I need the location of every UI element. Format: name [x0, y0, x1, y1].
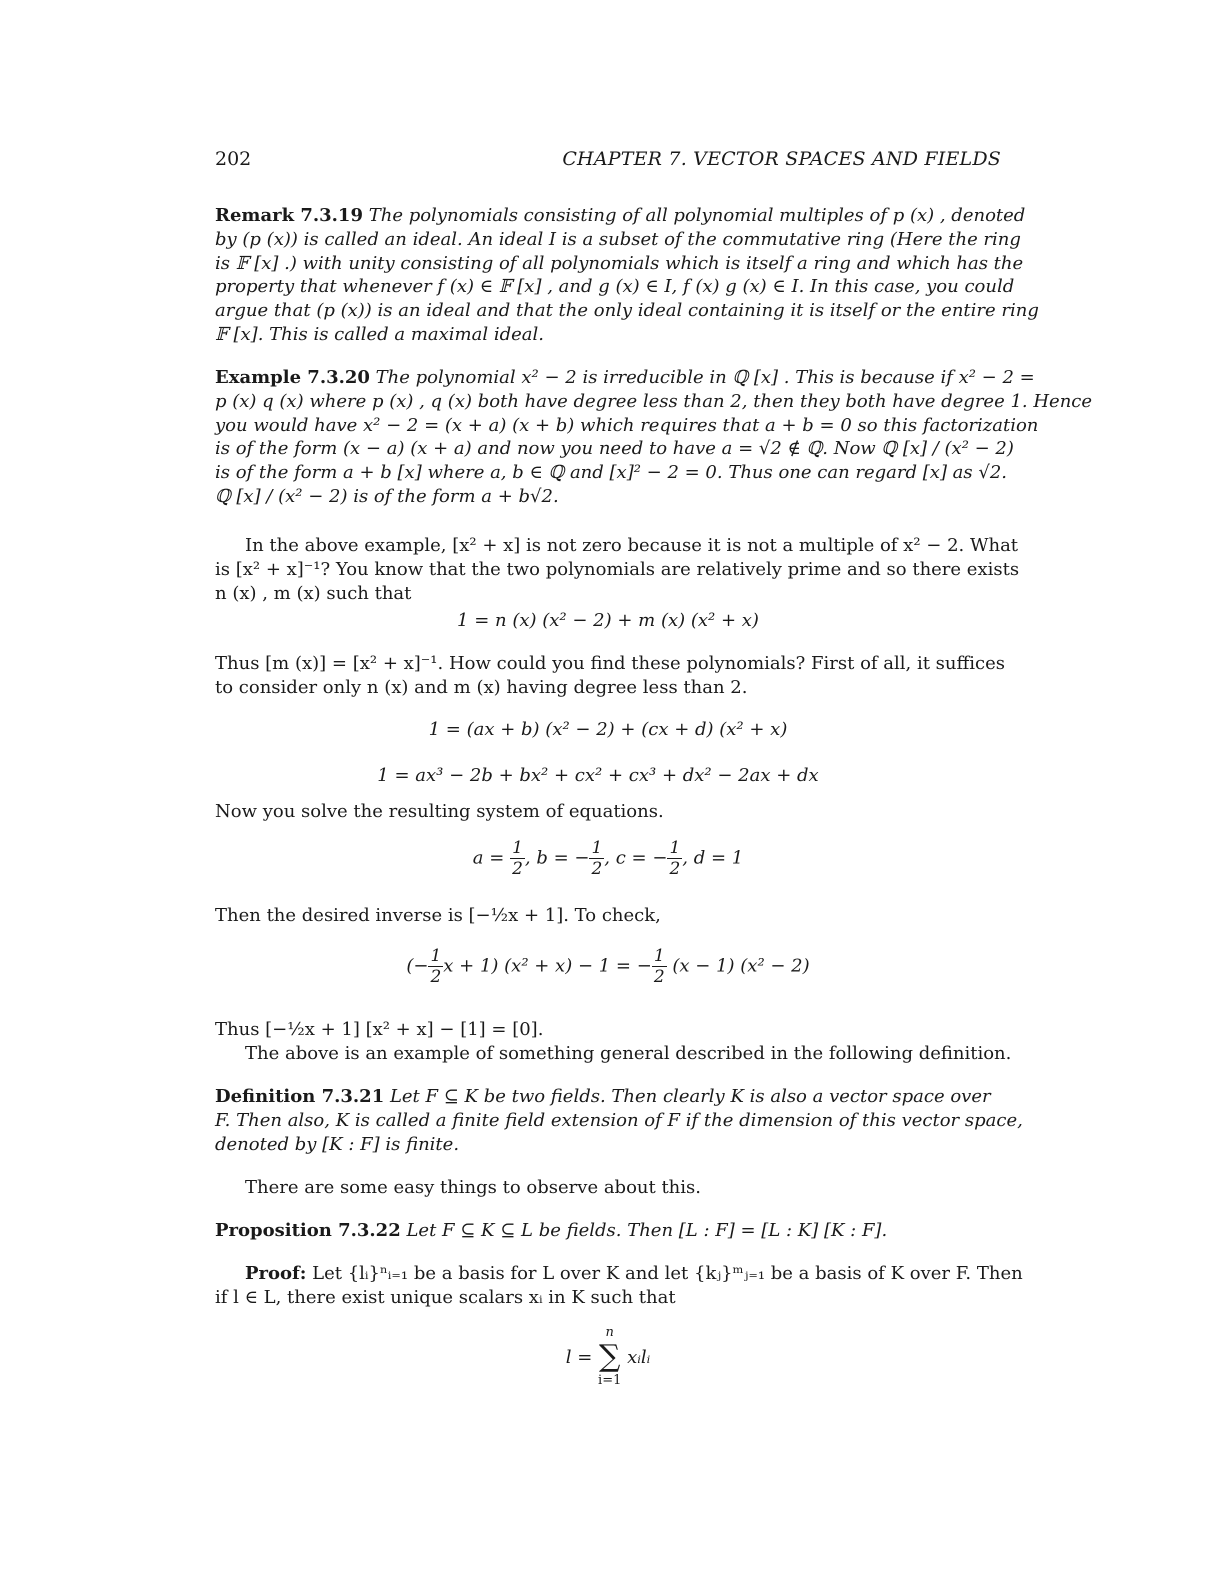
fraction	[667, 838, 682, 879]
remark-line: property that whenever f (x) ∈ 𝔽 [x] , and g (x) ∈ I, f (x) g (x) ∈ I. In this case, you could	[215, 276, 1015, 298]
sum-upper-limit: n	[605, 1325, 614, 1340]
paragraph	[215, 904, 1001, 928]
chapter-title: CHAPTER 7. VECTOR SPACES AND FIELDS	[562, 148, 1001, 170]
paragraph	[215, 1176, 1001, 1200]
fraction-denominator: 2	[591, 859, 603, 879]
paragraph-line: is [x² + x]⁻¹? You know that the two polynomials are relatively prime and so there exists	[215, 558, 1020, 580]
equation-5	[215, 946, 1001, 987]
eq4-d-label: , d = 1	[682, 847, 744, 869]
eq6-lhs: l =	[565, 1346, 593, 1368]
remark-line: The polynomials consisting of all polynomial multiples of p (x) , denoted	[368, 205, 1026, 226]
proposition-text: Let F ⊆ K ⊆ L be fields. Then [L : F] = [L : K] [K : F].	[406, 1220, 888, 1241]
paragraph	[215, 1018, 1012, 1066]
paragraph-line: Then the desired inverse is [−½x + 1]. To check,	[215, 905, 661, 926]
fraction-denominator: 2	[512, 859, 523, 879]
paragraph-line: n (x) , m (x) such that	[215, 582, 412, 604]
fraction-numerator: 1	[669, 838, 681, 858]
example-line: The polynomial x² − 2 is irreducible in ℚ [x] . This is because if x² − 2 =	[375, 367, 1035, 388]
example-line: ℚ [x] / (x² − 2) is of the form a + b√2.	[215, 485, 559, 507]
sum-symbol: ∑	[598, 1339, 621, 1374]
example-line: p (x) q (x) where p (x) , q (x) both have degree less than 2, then they both have degree 1. Hence	[215, 390, 1093, 412]
paragraph-line: Thus [−½x + 1] [x² + x] − [1] = [0].	[215, 1019, 544, 1040]
fraction-denominator: 2	[653, 967, 665, 987]
proof-line: Let {lᵢ}ⁿᵢ₌₁ be a basis for L over K and let {kⱼ}ᵐⱼ₌₁ be a basis of K over F. Then	[312, 1263, 1023, 1284]
fraction-denominator: 2	[430, 967, 442, 987]
fraction-numerator: 1	[653, 946, 665, 966]
paragraph-line: The above is an example of something general described in the following definition.	[245, 1042, 1012, 1064]
example-line: is of the form (x − a) (x + a) and now you need to have a = √2 ∉ ℚ. Now ℚ [x] / (x² − 2)	[215, 438, 1014, 460]
fraction	[510, 838, 525, 879]
equation-6	[215, 1324, 1001, 1390]
summation	[598, 1324, 621, 1390]
eq5-left-close: x + 1) (x² + x) − 1 = −	[443, 955, 652, 977]
sum-lower-limit: i=1	[598, 1373, 622, 1388]
paragraph	[215, 534, 1020, 605]
proof-label: Proof:	[245, 1263, 307, 1284]
paragraph-line: In the above example, [x² + x] is not zero because it is not a multiple of x² − 2. What	[245, 535, 1019, 556]
sum-term: xᵢlᵢ	[627, 1346, 651, 1368]
paragraph	[215, 652, 1006, 700]
equation-2: 1 = (ax + b) (x² − 2) + (cx + d) (x² + x)	[428, 719, 788, 740]
eq4-b-label: , b = −	[524, 847, 590, 869]
remark-line: 𝔽 [x]. This is called a maximal ideal.	[215, 323, 544, 345]
proposition-label: Proposition 7.3.22	[215, 1220, 401, 1241]
eq5-left-open: (−	[406, 955, 429, 977]
example-line: you would have x² − 2 = (x + a) (x + b) which requires that a + b = 0 so this factorization	[215, 414, 1039, 436]
eq5-right: (x − 1) (x² − 2)	[672, 955, 810, 977]
definition-line: Let F ⊆ K be two fields. Then clearly K is also a vector space over	[389, 1086, 991, 1107]
proposition-block	[215, 1219, 1001, 1243]
proof-block	[215, 1262, 1023, 1310]
fraction-denominator: 2	[669, 859, 681, 879]
page-number: 202	[215, 148, 252, 170]
example-line: is of the form a + b [x] where a, b ∈ ℚ and [x]² − 2 = 0. Thus one can regard [x] as √2.	[215, 462, 1008, 484]
paragraph-line: Now you solve the resulting system of equations.	[215, 801, 664, 822]
example-block	[215, 366, 1093, 509]
fraction-numerator: 1	[512, 838, 523, 858]
fraction-numerator: 1	[591, 838, 603, 858]
page-header	[215, 148, 1001, 170]
remark-block	[215, 204, 1039, 347]
equation-4	[215, 838, 1001, 879]
equation-1: 1 = n (x) (x² − 2) + m (x) (x² + x)	[457, 610, 759, 631]
definition-label: Definition 7.3.21	[215, 1086, 385, 1107]
fraction	[589, 838, 604, 879]
fraction	[652, 946, 667, 987]
paragraph-line: There are some easy things to observe about this.	[245, 1177, 701, 1198]
proof-line: if l ∈ L, there exist unique scalars xᵢ in K such that	[215, 1286, 676, 1308]
equation-3: 1 = ax³ − 2b + bx² + cx² + cx³ + dx² − 2ax + dx	[377, 765, 819, 786]
paragraph	[215, 800, 1001, 824]
fraction	[428, 946, 443, 987]
example-label: Example 7.3.20	[215, 367, 370, 388]
eq4-c-label: , c = −	[604, 847, 668, 869]
fraction-numerator: 1	[430, 946, 442, 966]
remark-line: argue that (p (x)) is an ideal and that the only ideal containing it is itself or the entire ring	[215, 300, 1039, 322]
definition-block	[215, 1085, 1023, 1156]
paragraph-line: to consider only n (x) and m (x) having degree less than 2.	[215, 676, 748, 698]
remark-line: by (p (x)) is called an ideal. An ideal I is a subset of the commutative ring (Here the ring	[215, 228, 1021, 250]
definition-line: F. Then also, K is called a finite field extension of F if the dimension of this vector space,	[215, 1109, 1023, 1131]
paragraph-line: Thus [m (x)] = [x² + x]⁻¹. How could you find these polynomials? First of all, it suffices	[215, 653, 1006, 674]
definition-line: denoted by [K : F] is finite.	[215, 1133, 460, 1155]
remark-label: Remark 7.3.19	[215, 205, 363, 226]
eq4-a-label: a =	[472, 847, 505, 869]
remark-line: is 𝔽 [x] .) with unity consisting of all polynomials which is itself a ring and which has the	[215, 252, 1024, 274]
